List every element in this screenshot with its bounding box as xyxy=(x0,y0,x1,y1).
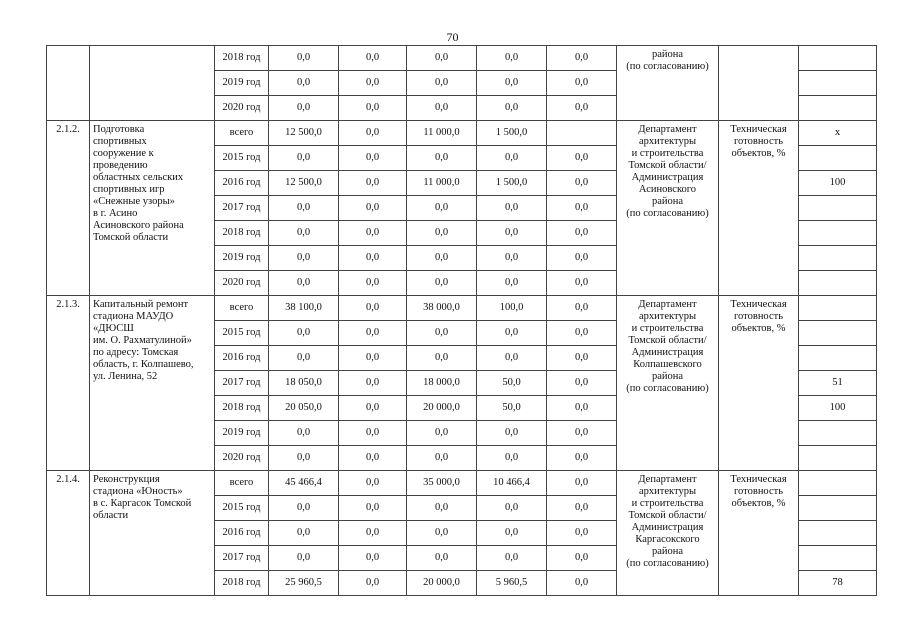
responsible-cell: района (по согласованию) xyxy=(617,46,719,121)
table-row xyxy=(47,471,877,496)
year-cell: 2019 год xyxy=(215,246,269,271)
value-cell: 0,0 xyxy=(547,171,617,196)
value-cell: 0,0 xyxy=(407,421,477,446)
responsible-cell: Департамент архитектуры и строительства Томской области/ Администрация Асиновского района (по согласованию) xyxy=(617,121,719,296)
value-cell: 0,0 xyxy=(477,346,547,371)
value-cell: 0,0 xyxy=(407,246,477,271)
year-cell: 2020 год xyxy=(215,446,269,471)
value-cell: 38 000,0 xyxy=(407,296,477,321)
value-cell: 0,0 xyxy=(477,46,547,71)
value-cell: 0,0 xyxy=(269,421,339,446)
item-name: Реконструкция стадиона «Юность» в с. Каргасок Томской области xyxy=(90,471,215,596)
value-cell: 0,0 xyxy=(339,471,407,496)
value-cell: 0,0 xyxy=(547,71,617,96)
value-cell: 0,0 xyxy=(477,196,547,221)
target-cell: 78 xyxy=(799,571,877,596)
target-cell xyxy=(799,221,877,246)
year-cell: 2018 год xyxy=(215,46,269,71)
value-cell: 0,0 xyxy=(339,271,407,296)
value-cell: 0,0 xyxy=(339,546,407,571)
value-cell: 0,0 xyxy=(477,71,547,96)
value-cell: 0,0 xyxy=(339,196,407,221)
value-cell: 12 500,0 xyxy=(269,121,339,146)
target-cell xyxy=(799,521,877,546)
target-cell xyxy=(799,346,877,371)
value-cell: 0,0 xyxy=(547,146,617,171)
value-cell: 0,0 xyxy=(407,46,477,71)
target-cell xyxy=(799,96,877,121)
year-cell: 2018 год xyxy=(215,396,269,421)
value-cell: 0,0 xyxy=(269,46,339,71)
value-cell: 0,0 xyxy=(407,546,477,571)
target-cell xyxy=(799,71,877,96)
value-cell xyxy=(547,121,617,146)
value-cell: 0,0 xyxy=(477,321,547,346)
target-cell: 100 xyxy=(799,396,877,421)
value-cell: 0,0 xyxy=(339,146,407,171)
value-cell: 0,0 xyxy=(269,71,339,96)
value-cell: 0,0 xyxy=(547,296,617,321)
value-cell: 0,0 xyxy=(547,196,617,221)
item-name: Подготовка спортивных сооружение к проведению областных сельских спортивных игр «Снежные узоры» в г. Асино Асиновского района Томской области xyxy=(90,121,215,296)
value-cell: 0,0 xyxy=(407,196,477,221)
value-cell: 0,0 xyxy=(477,446,547,471)
year-cell: 2016 год xyxy=(215,171,269,196)
value-cell: 0,0 xyxy=(547,446,617,471)
item-number: 2.1.3. xyxy=(47,296,90,471)
value-cell: 0,0 xyxy=(339,96,407,121)
value-cell: 0,0 xyxy=(339,496,407,521)
value-cell: 0,0 xyxy=(547,346,617,371)
value-cell: 0,0 xyxy=(339,346,407,371)
year-cell: 2017 год xyxy=(215,196,269,221)
value-cell: 0,0 xyxy=(339,446,407,471)
value-cell: 0,0 xyxy=(339,371,407,396)
target-cell xyxy=(799,421,877,446)
value-cell: 0,0 xyxy=(339,521,407,546)
target-cell xyxy=(799,196,877,221)
value-cell: 0,0 xyxy=(407,271,477,296)
value-cell: 0,0 xyxy=(339,396,407,421)
value-cell: 0,0 xyxy=(269,521,339,546)
number-cell xyxy=(47,46,90,121)
value-cell: 20 000,0 xyxy=(407,571,477,596)
value-cell: 0,0 xyxy=(547,321,617,346)
value-cell: 38 100,0 xyxy=(269,296,339,321)
value-cell: 0,0 xyxy=(339,171,407,196)
value-cell: 50,0 xyxy=(477,371,547,396)
value-cell: 0,0 xyxy=(547,471,617,496)
value-cell: 0,0 xyxy=(407,221,477,246)
value-cell: 0,0 xyxy=(269,271,339,296)
item-number: 2.1.4. xyxy=(47,471,90,596)
table-row xyxy=(47,296,877,321)
value-cell: 0,0 xyxy=(339,571,407,596)
value-cell: 35 000,0 xyxy=(407,471,477,496)
target-cell xyxy=(799,146,877,171)
indicator-cell: Техническая готовность объектов, % xyxy=(719,121,799,296)
value-cell: 0,0 xyxy=(477,521,547,546)
page-number: 70 xyxy=(446,30,459,44)
value-cell: 0,0 xyxy=(269,446,339,471)
name-cell xyxy=(90,46,215,121)
value-cell: 0,0 xyxy=(339,71,407,96)
value-cell: 0,0 xyxy=(547,271,617,296)
value-cell: 0,0 xyxy=(407,96,477,121)
value-cell: 5 960,5 xyxy=(477,571,547,596)
value-cell: 0,0 xyxy=(407,321,477,346)
value-cell: 0,0 xyxy=(547,371,617,396)
value-cell: 0,0 xyxy=(477,221,547,246)
year-cell: 2019 год xyxy=(215,71,269,96)
year-cell: 2016 год xyxy=(215,346,269,371)
year-cell: 2015 год xyxy=(215,146,269,171)
item-name: Капитальный ремонт стадиона МАУДО «ДЮСШ им. О. Рахматулиной» по адресу: Томская область, г. Колпашево, ул. Ленина, 52 xyxy=(90,296,215,471)
value-cell: 25 960,5 xyxy=(269,571,339,596)
year-cell: 2015 год xyxy=(215,496,269,521)
responsible-cell: Департамент архитектуры и строительства Томской области/ Администрация Колпашевского района (по согласованию) xyxy=(617,296,719,471)
value-cell: 0,0 xyxy=(339,296,407,321)
value-cell: 0,0 xyxy=(407,146,477,171)
year-cell: 2017 год xyxy=(215,546,269,571)
target-cell xyxy=(799,471,877,496)
target-cell xyxy=(799,271,877,296)
value-cell: 0,0 xyxy=(477,146,547,171)
year-cell: всего xyxy=(215,471,269,496)
year-cell: всего xyxy=(215,121,269,146)
value-cell: 0,0 xyxy=(339,246,407,271)
value-cell: 0,0 xyxy=(269,246,339,271)
target-cell xyxy=(799,446,877,471)
value-cell: 50,0 xyxy=(477,396,547,421)
value-cell: 0,0 xyxy=(339,46,407,71)
value-cell: 0,0 xyxy=(407,71,477,96)
year-cell: 2020 год xyxy=(215,271,269,296)
value-cell: 0,0 xyxy=(269,196,339,221)
target-cell xyxy=(799,46,877,71)
value-cell: 0,0 xyxy=(407,446,477,471)
target-cell: х xyxy=(799,121,877,146)
value-cell: 1 500,0 xyxy=(477,121,547,146)
table-row xyxy=(47,46,877,71)
value-cell: 0,0 xyxy=(407,496,477,521)
value-cell: 0,0 xyxy=(339,321,407,346)
value-cell: 18 050,0 xyxy=(269,371,339,396)
target-cell xyxy=(799,321,877,346)
value-cell: 0,0 xyxy=(547,496,617,521)
value-cell: 0,0 xyxy=(269,546,339,571)
indicator-cell: Техническая готовность объектов, % xyxy=(719,296,799,471)
target-cell xyxy=(799,246,877,271)
value-cell: 0,0 xyxy=(547,246,617,271)
year-cell: всего xyxy=(215,296,269,321)
value-cell: 18 000,0 xyxy=(407,371,477,396)
target-cell xyxy=(799,546,877,571)
value-cell: 0,0 xyxy=(269,321,339,346)
year-cell: 2018 год xyxy=(215,221,269,246)
year-cell: 2017 год xyxy=(215,371,269,396)
responsible-cell: Департамент архитектуры и строительства Томской области/ Администрация Каргасокского района (по согласованию) xyxy=(617,471,719,596)
value-cell: 10 466,4 xyxy=(477,471,547,496)
value-cell: 11 000,0 xyxy=(407,121,477,146)
value-cell: 0,0 xyxy=(547,396,617,421)
indicator-cell: Техническая готовность объектов, % xyxy=(719,471,799,596)
table-row xyxy=(47,121,877,146)
indicator-cell xyxy=(719,46,799,121)
value-cell: 0,0 xyxy=(477,496,547,521)
year-cell: 2019 год xyxy=(215,421,269,446)
value-cell: 0,0 xyxy=(547,221,617,246)
value-cell: 0,0 xyxy=(547,46,617,71)
value-cell: 0,0 xyxy=(477,96,547,121)
year-cell: 2016 год xyxy=(215,521,269,546)
value-cell: 0,0 xyxy=(547,421,617,446)
value-cell: 0,0 xyxy=(547,521,617,546)
value-cell: 0,0 xyxy=(339,221,407,246)
value-cell: 0,0 xyxy=(547,571,617,596)
value-cell: 0,0 xyxy=(269,146,339,171)
value-cell: 0,0 xyxy=(477,246,547,271)
value-cell: 0,0 xyxy=(547,546,617,571)
value-cell: 100,0 xyxy=(477,296,547,321)
year-cell: 2018 год xyxy=(215,571,269,596)
value-cell: 0,0 xyxy=(407,346,477,371)
value-cell: 11 000,0 xyxy=(407,171,477,196)
value-cell: 12 500,0 xyxy=(269,171,339,196)
value-cell: 0,0 xyxy=(269,221,339,246)
value-cell: 20 050,0 xyxy=(269,396,339,421)
target-cell: 100 xyxy=(799,171,877,196)
value-cell: 20 000,0 xyxy=(407,396,477,421)
value-cell: 0,0 xyxy=(339,421,407,446)
target-cell xyxy=(799,496,877,521)
program-table xyxy=(46,45,877,596)
year-cell: 2015 год xyxy=(215,321,269,346)
year-cell: 2020 год xyxy=(215,96,269,121)
value-cell: 0,0 xyxy=(477,546,547,571)
value-cell: 0,0 xyxy=(477,271,547,296)
target-cell: 51 xyxy=(799,371,877,396)
item-number: 2.1.2. xyxy=(47,121,90,296)
value-cell: 0,0 xyxy=(547,96,617,121)
target-cell xyxy=(799,296,877,321)
value-cell: 45 466,4 xyxy=(269,471,339,496)
value-cell: 0,0 xyxy=(407,521,477,546)
value-cell: 0,0 xyxy=(339,121,407,146)
value-cell: 0,0 xyxy=(477,421,547,446)
value-cell: 1 500,0 xyxy=(477,171,547,196)
value-cell: 0,0 xyxy=(269,96,339,121)
value-cell: 0,0 xyxy=(269,346,339,371)
value-cell: 0,0 xyxy=(269,496,339,521)
